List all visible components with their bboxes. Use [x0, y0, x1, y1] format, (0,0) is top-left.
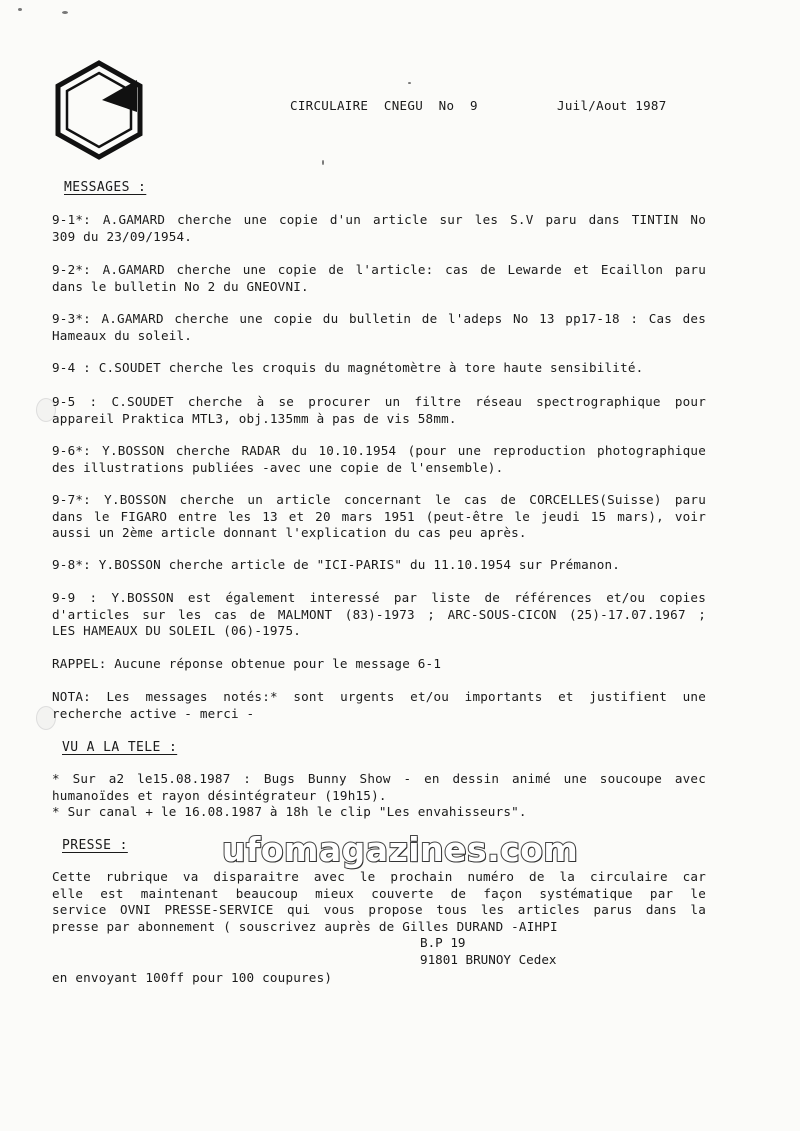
text-line: humanoïdes et rayon désintégrateur (19h15). [52, 787, 387, 803]
section-heading-text: VU A LA TELE : [62, 740, 178, 755]
message-item [52, 656, 706, 673]
text-line: 9-3*: A.GAMARD cherche une copie du bulletin de l'adeps No 13 pp17-18 : Cas des [52, 311, 706, 326]
text-line: 309 du 23/09/1954. [52, 228, 193, 244]
presse-paragraph [52, 869, 706, 935]
message-item [52, 492, 706, 542]
text-line: 9-2*: A.GAMARD cherche une copie de l'article: cas de Lewarde et Ecaillon paru [52, 262, 706, 277]
text-line: en envoyant 100ff pour 100 coupures) [52, 970, 333, 985]
text-line: service OVNI PRESSE-SERVICE qui vous propose tous les articles parus dans la [52, 902, 706, 917]
watermark-logo: ufomagazines.com [222, 830, 579, 869]
section-heading-presse [62, 838, 128, 853]
text-line: 9-5 : C.SOUDET cherche à se procurer un filtre réseau spectrographique pour [52, 394, 706, 409]
scan-speck [408, 82, 411, 84]
scan-speck [62, 11, 68, 14]
text-line: NOTA: Les messages notés:* sont urgents et/ou importants et justifient une [52, 689, 706, 704]
text-line: * Sur canal + le 16.08.1987 à 18h le clip "Les envahisseurs". [52, 804, 527, 819]
message-item [52, 212, 706, 245]
text-line: 9-7*: Y.BOSSON cherche un article concernant le cas de CORCELLES(Suisse) paru [52, 492, 706, 507]
scan-speck [18, 8, 22, 11]
message-item [52, 557, 706, 574]
circular-date: Juil/Aout 1987 [557, 98, 667, 113]
text-line: 9-1*: A.GAMARD cherche une copie d'un article sur les S.V paru dans TINTIN No [52, 212, 706, 227]
text-line: presse par abonnement ( souscrivez auprès de Gilles DURAND -AIHPI [52, 918, 558, 934]
message-item [52, 360, 706, 377]
text-line: 9-4 : C.SOUDET cherche les croquis du magnétomètre à tore haute sensibilité. [52, 360, 644, 375]
text-line: appareil Praktica MTL3, obj.135mm à pas de vis 58mm. [52, 410, 457, 426]
circular-title: CIRCULAIRE CNEGU No 9 [290, 98, 478, 113]
closing-paragraph [52, 970, 706, 987]
scan-speck [322, 160, 324, 165]
tele-paragraph [52, 771, 706, 821]
section-heading-text: PRESSE : [62, 838, 128, 853]
text-line: dans le bulletin No 2 du GNEOVNI. [52, 278, 309, 294]
text-line: Cette rubrique va disparaitre avec le prochain numéro de la circulaire car [52, 869, 706, 884]
text-line: LES HAMEAUX DU SOLEIL (06)-1975. [52, 623, 302, 638]
postal-address [420, 935, 556, 968]
message-item [52, 394, 706, 427]
section-heading-tele [62, 740, 177, 755]
message-item [52, 443, 706, 476]
text-line: 9-6*: Y.BOSSON cherche RADAR du 10.10.1954 (pour une reproduction photographique [52, 443, 706, 458]
message-item [52, 311, 706, 344]
text-line: dans le FIGARO entre les 13 et 20 mars 1951 (peut-être le jeudi 15 mars), voir [52, 508, 706, 524]
text-line: aussi un 2ème article donnant l'explication du cas peu après. [52, 525, 527, 540]
text-line: d'articles sur les cas de MALMONT (83)-1973 ; ARC-SOUS-CICON (25)-17.07.1967 ; [52, 606, 706, 622]
section-heading-text: MESSAGES : [64, 180, 147, 195]
text-line: RAPPEL: Aucune réponse obtenue pour le message 6-1 [52, 656, 442, 671]
message-item [52, 590, 706, 640]
text-line: des illustrations publiées -avec une copie de l'ensemble). [52, 459, 504, 475]
text-line: 9-8*: Y.BOSSON cherche article de "ICI-PARIS" du 11.10.1954 sur Prémanon. [52, 557, 621, 572]
text-line: 9-9 : Y.BOSSON est également interessé par liste de références et/ou copies [52, 590, 706, 605]
text-line: * Sur a2 le15.08.1987 : Bugs Bunny Show - en dessin animé une soucoupe avec [52, 771, 706, 786]
message-item [52, 689, 706, 722]
text-line: recherche active - merci - [52, 705, 255, 721]
message-item [52, 262, 706, 295]
cnegu-hexagon-logo-icon [54, 60, 144, 160]
address-line: 91801 BRUNOY Cedex [420, 951, 557, 967]
address-line: B.P 19 [420, 935, 466, 950]
text-line: elle est maintenant beaucoup mieux couverte de façon systématique par le [52, 885, 706, 901]
section-heading-messages [64, 180, 146, 195]
text-line: Hameaux du soleil. [52, 327, 193, 343]
